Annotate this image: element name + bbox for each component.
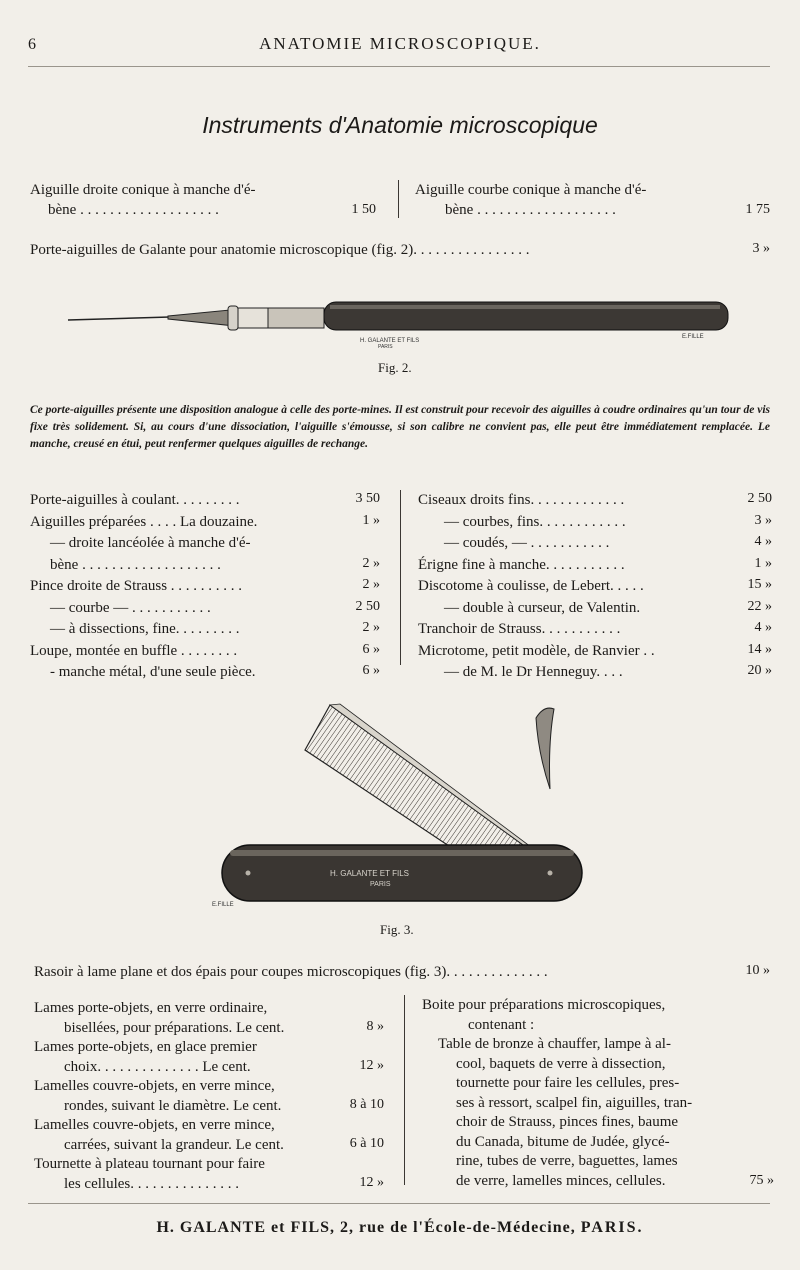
fig2-signature: E.FILLE [682, 334, 704, 340]
item-aiguille-courbe-line1: Aiguille courbe conique à manche d'é- [415, 182, 647, 198]
bottom-left-item: Lamelles couvre-objets, en verre mince, [34, 1078, 275, 1094]
list-left-price: 2 » [362, 577, 380, 592]
bottom-left-price: 8 » [366, 1018, 384, 1034]
boite-line: ses à ressort, scalpel fin, aiguilles, tran- [456, 1094, 693, 1111]
fig2-description: Ce porte-aiguilles présente une disposition analogue à celle des porte-mines. Il est construit pour recevoir des aiguilles à coudre ordinaires qu'un tour de vis fixe très solidement. Si, au cours d'une dissociation, l'aiguille s'émousse, si son calibre ne convient pas, elle peut être immédiatement remplacée. Le manche, creusé en étui, peut renfermer quelques aiguilles de rechange. [30, 404, 770, 450]
list-left-item: Porte-aiguilles à coulant. . . . . . . . . [30, 492, 240, 508]
fig3-engraving: H. GALANTE ET FILS [330, 869, 409, 878]
item-aiguille-droite-line2: bène . . . . . . . . . . . . . . . . . . . [48, 202, 219, 218]
list-right-item: — de M. le Dr Henneguy. . . . [444, 664, 623, 680]
list-left-price: 6 » [362, 641, 380, 657]
list-left-item: Pince droite de Strauss . . . . . . . . . . [30, 578, 243, 594]
list-right-price: 20 » [747, 663, 772, 678]
item-aiguille-droite-line1: Aiguille droite conique à manche d'é- [30, 182, 256, 198]
list-right-price: 1 » [754, 555, 772, 571]
item-rasoir: Rasoir à lame plane et dos épais pour coupes microscopiques (fig. 3). . . . . . . . . . . . . . [34, 964, 548, 980]
bottom-left-item: choix. . . . . . . . . . . . . . Le cent. [64, 1058, 251, 1075]
boite-line: tournette pour faire les cellules, pres- [456, 1075, 680, 1091]
fig2-city: PARIS [378, 344, 393, 350]
list-left-item: — droite lancéolée à manche d'é- [50, 535, 251, 551]
boite-line: contenant : [468, 1016, 535, 1033]
list-left-price: 6 » [362, 663, 380, 678]
list-left-item: — courbe — . . . . . . . . . . . [50, 599, 211, 616]
list-right-item: — double à curseur, de Valentin. [444, 599, 641, 616]
list-right-item: Discotome à coulisse, de Lebert. . . . . [418, 578, 644, 594]
boite-line: de verre, lamelles minces, cellules. [456, 1172, 666, 1189]
list-left-item: bène . . . . . . . . . . . . . . . . . . . [50, 556, 221, 573]
bottom-left-item: bisellées, pour préparations. Le cent. [64, 1019, 285, 1036]
list-right-item: — courbes, fins. . . . . . . . . . . . [444, 513, 626, 530]
list-left-price: 1 » [362, 512, 380, 528]
section-title: Instruments d'Anatomie microscopique [202, 112, 598, 138]
list-right-item: — coudés, — . . . . . . . . . . . [444, 535, 610, 551]
item-aiguille-droite-price: 1 50 [351, 202, 376, 217]
boite-line: cool, baquets de verre à dissection, [456, 1055, 666, 1072]
list-right-price: 22 » [747, 598, 772, 614]
list-left-price: 2 50 [355, 598, 380, 614]
fig2-caption: Fig. 2. [378, 360, 412, 375]
bottom-left-item: carrées, suivant la grandeur. Le cent. [64, 1136, 284, 1153]
boite-line: Table de bronze à chauffer, lampe à al- [438, 1036, 671, 1052]
list-left-item: Loupe, montée en buffle . . . . . . . . [30, 642, 238, 659]
list-left-price: 2 » [362, 555, 380, 571]
list-right-price: 4 » [754, 620, 772, 635]
list-right-price: 15 » [747, 577, 772, 592]
boite-line: du Canada, bitume de Judée, glycé- [456, 1133, 670, 1150]
running-title: ANATOMIE MICROSCOPIQUE. [259, 34, 541, 53]
list-right-item: Érigne fine à manche. . . . . . . . . . . [418, 556, 625, 573]
list-left-item: — à dissections, fine. . . . . . . . . [50, 621, 240, 637]
footer-rule [28, 1203, 770, 1204]
fig2-engraving: H. GALANTE ET FILS [360, 338, 420, 344]
list-left-item: Aiguilles préparées . . . . La douzaine. [30, 513, 258, 530]
blade-profile-illustration [530, 703, 558, 793]
needle-holder-illustration [60, 290, 740, 350]
item-rasoir-price: 10 » [745, 963, 770, 978]
list-right-price: 3 » [754, 512, 772, 528]
bottom-left-item: Tournette à plateau tournant pour faire [34, 1156, 265, 1172]
list-left-price: 2 » [362, 620, 380, 635]
item-porte-aiguilles: Porte-aiguilles de Galante pour anatomie microscopique (fig. 2). . . . . . . . . . . . . . . . [30, 242, 530, 258]
fig3-city: PARIS [370, 881, 391, 888]
bottom-left-price: 6 à 10 [349, 1135, 384, 1151]
footer-address [0, 1219, 800, 1237]
bottom-left-item: rondes, suivant le diamètre. Le cent. [64, 1097, 282, 1114]
list-right-item: Ciseaux droits fins. . . . . . . . . . . . . [418, 492, 625, 508]
item-porte-aiguilles-price: 3 » [752, 241, 770, 256]
item-aiguille-courbe-price: 1 75 [745, 202, 770, 217]
boite-line: choir de Strauss, pinces fines, baume [456, 1114, 679, 1130]
list-separator [400, 490, 401, 665]
page-number: 6 [28, 36, 36, 53]
bottom-left-price: 12 » [359, 1174, 384, 1190]
boite-price: 75 » [749, 1173, 774, 1188]
boite-line: Boite pour préparations microscopiques, [422, 997, 666, 1013]
bottom-left-price: 8 à 10 [349, 1096, 384, 1112]
bottom-left-item: Lames porte-objets, en glace premier [34, 1039, 257, 1055]
list-right-price: 4 » [754, 534, 772, 549]
boite-line: rine, tubes de verre, baguettes, lames [456, 1153, 678, 1169]
bottom-separator [404, 995, 405, 1185]
list-right-price: 14 » [747, 641, 772, 657]
column-separator [398, 180, 399, 218]
list-left-item: - manche métal, d'une seule pièce. [50, 664, 256, 680]
fig3-caption: Fig. 3. [380, 922, 414, 937]
bottom-left-item: les cellules. . . . . . . . . . . . . . . [64, 1175, 239, 1192]
bottom-left-item: Lamelles couvre-objets, en verre mince, [34, 1117, 275, 1133]
list-left-price: 3 50 [355, 491, 380, 506]
bottom-left-item: Lames porte-objets, en verre ordinaire, [34, 1000, 268, 1016]
list-right-price: 2 50 [747, 491, 772, 506]
footer-text: H. GALANTE et FILS, 2, rue de l'École-de-Médecine, [156, 1219, 576, 1236]
item-aiguille-courbe-line2: bène . . . . . . . . . . . . . . . . . . . [445, 202, 616, 218]
list-right-item: Tranchoir de Strauss. . . . . . . . . . . [418, 621, 621, 637]
list-right-item: Microtome, petit modèle, de Ranvier . . [418, 642, 655, 659]
header-rule [28, 66, 770, 67]
bottom-left-price: 12 » [359, 1057, 384, 1073]
footer-city: PARIS. [580, 1219, 644, 1236]
fig3-signature: E.FILLE [212, 902, 234, 908]
